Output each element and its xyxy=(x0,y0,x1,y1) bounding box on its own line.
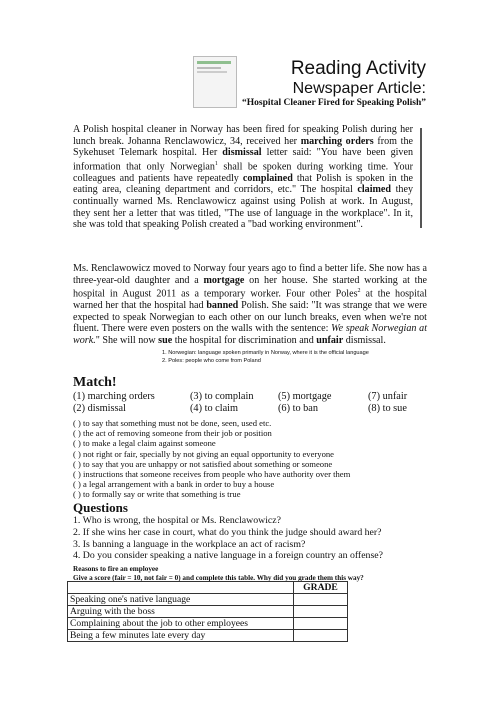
page-subtitle: Newspaper Article: xyxy=(292,80,426,97)
grade-cell[interactable] xyxy=(294,630,348,642)
match-term: (6) to ban xyxy=(278,403,319,414)
thumbnail-bar xyxy=(197,61,231,64)
definition-item: ( ) a legal arrangement with a bank in order to buy a house xyxy=(73,479,275,490)
text-run: Polish. She said: "It was strange that we were expected to speak Norwegian to each other on our lunch breaks, even when we're not fluent. There were even posters on the walls with the sentence: xyxy=(73,300,427,335)
definition-item: ( ) the act of removing someone from their job or position xyxy=(73,428,272,439)
match-term: (5) mortgage xyxy=(278,391,332,402)
table-row xyxy=(68,606,348,618)
question-item: 1. Who is wrong, the hospital or Ms. Renclawowicz? xyxy=(73,515,281,526)
table-row xyxy=(68,594,348,606)
bold-term: dismissal xyxy=(222,147,262,159)
table-row xyxy=(68,630,348,642)
page-title: Reading Activity xyxy=(290,58,426,79)
match-term: (8) to sue xyxy=(368,403,407,414)
text-run: the hospital for discrimination and xyxy=(172,334,317,346)
footnote-1: 1. Norwegian: language spoken primarily in Norway, where it is the official language xyxy=(162,350,369,356)
bold-term: mortgage xyxy=(203,274,245,286)
match-term: (1) marching orders xyxy=(73,391,155,402)
footnote-marker: 2 xyxy=(357,288,361,295)
reasons-instructions xyxy=(73,565,364,582)
definition-item: ( ) to say that something must not be done, seen, used etc. xyxy=(73,418,272,428)
text-run: at the hospital warned her that the hospital had xyxy=(73,288,427,312)
table-header-empty xyxy=(68,582,294,594)
reason-cell: Arguing with the boss xyxy=(68,606,294,618)
bold-term: claimed xyxy=(357,184,392,196)
question-item: 4. Do you consider speaking a native language in a foreign country an offense? xyxy=(73,550,383,562)
thumbnail-bar xyxy=(197,71,227,73)
match-definitions xyxy=(73,418,350,500)
match-heading: Match! xyxy=(73,375,117,390)
article-paragraph-1 xyxy=(73,124,413,231)
table-row xyxy=(68,618,348,630)
definition-item: ( ) to make a legal claim against someone xyxy=(73,438,216,449)
grade-header: GRADE xyxy=(294,582,348,594)
divider-line xyxy=(420,128,422,228)
italic-quote: We speak Norwegian at work. xyxy=(73,323,427,346)
text-run: from the Sykehuset Telemark hospital. Her xyxy=(73,135,413,159)
text-run: they continually warned Ms. Renclawowicz against using Polish at work. In August, they sent her a letter that was titled, "The use of language in the workplace". In it, she was told that speaking Polish created a "bad working environment". xyxy=(73,184,413,231)
bold-term: sue xyxy=(158,334,173,346)
question-item: 2. If she wins her case in court, what do you think the judge should award her? xyxy=(73,526,382,538)
text-run: A Polish hospital cleaner in Norway has been fired for speaking Polish during her lunch break. Johanna Renclawowicz, 34, received her xyxy=(73,124,413,147)
bold-term: unfair xyxy=(316,334,344,346)
match-term: (3) to complain xyxy=(190,391,254,402)
bold-term: banned xyxy=(206,300,239,312)
text-run: that Polish is spoken in the eating area, cleaning department and corridors, etc." The hospital xyxy=(73,172,413,196)
text-run: on her house. She started working at the hospital in August 2011 as a temporary worker. Four other Poles xyxy=(73,274,428,300)
match-term: (4) to claim xyxy=(190,403,239,414)
footnote-2: 2. Poles: people who come from Poland xyxy=(162,358,261,364)
table-row xyxy=(68,582,348,594)
reason-cell: Being a few minutes late every day xyxy=(68,630,294,642)
text-run: " She will now xyxy=(95,334,159,346)
grade-cell[interactable] xyxy=(294,618,348,630)
definition-item: ( ) to formally say or write that something is true xyxy=(73,489,241,500)
definition-item: ( ) instructions that someone receives from people who have authority over them xyxy=(73,469,351,480)
grade-cell[interactable] xyxy=(294,606,348,618)
match-term: (2) dismissal xyxy=(73,403,126,414)
text-run: letter said: "You have been given information that only Norwegian xyxy=(73,147,413,173)
grade-cell[interactable] xyxy=(294,594,348,606)
text-run: dismissal. xyxy=(343,334,386,346)
reason-cell: Complaining about the job to other employees xyxy=(68,618,294,630)
bold-term: complained xyxy=(242,172,293,184)
footnote-marker: 1 xyxy=(214,160,218,167)
text-run: shall be spoken during working time. Your colleagues and patients have repeatedly xyxy=(73,161,413,184)
definition-item: ( ) not right or fair, specially by not giving an equal opportunity to everyone xyxy=(73,448,334,459)
article-headline: “Hospital Cleaner Fired for Speaking Polish” xyxy=(242,98,426,108)
grade-table xyxy=(67,581,348,642)
questions-heading: Questions xyxy=(73,500,128,515)
text-run: Ms. Renclawowicz moved to Norway four years ago to find a better life. She now has a three-year-old daughter and a xyxy=(73,263,427,286)
question-item: 3. Is banning a language in the workplace an act of racism? xyxy=(73,538,306,550)
thumbnail-bar xyxy=(197,67,221,69)
match-term: (7) unfair xyxy=(368,391,408,402)
definition-item: ( ) to say that you are unhappy or not satisfied about something or someone xyxy=(73,458,333,469)
bold-term: marching orders xyxy=(300,135,374,147)
reasons-title: Reasons to fire an employee xyxy=(73,565,159,573)
reasons-instruction: Give a score (fair = 10, not fair = 0) and complete this table. Why did you grade them this way? xyxy=(73,573,364,582)
article-paragraph-2 xyxy=(73,263,427,347)
reason-cell: Speaking one's native language xyxy=(68,594,294,606)
questions-list xyxy=(73,515,383,562)
